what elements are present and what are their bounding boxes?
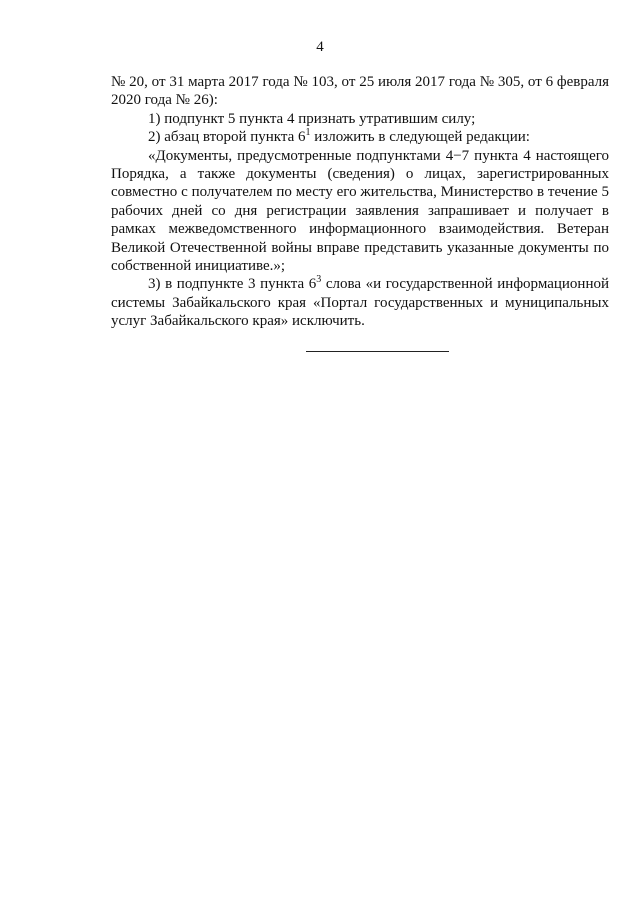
- paragraph-item-3-text-end: слова «и государственной информационной системы Забайкальского края «Портал государственных и муниципальных услуг Забайкальского края» исключить.: [111, 276, 609, 330]
- paragraph-item-2-superscript: 1: [305, 127, 311, 139]
- paragraph-item-3-superscript: 3: [316, 274, 322, 286]
- paragraph-item-3: [111, 275, 609, 330]
- page-number: 4: [316, 39, 324, 55]
- paragraph-item-3-text: 3) в подпункте 3 пункта 6: [148, 276, 317, 293]
- paragraph-continuation: № 20, от 31 марта 2017 года № 103, от 25 июля 2017 года № 305, от 6 февраля 2020 года № 26):: [111, 74, 609, 109]
- document-body: [111, 73, 609, 331]
- paragraph-quoted-text: «Документы, предусмотренные подпунктами 4−7 пункта 4 настоящего Порядка, а также документы (сведения) о лицах, зарегистрированных совместно с получателем по месту его жительства, Министерство в течение 5 рабочих дней со дня регистрации заявления запрашивает и получает в рамках межведомственного информационного взаимодействия. Ветеран Великой Отечественной войны вправе представить указанные документы по собственной инициативе.»;: [111, 147, 609, 275]
- paragraph-item-1: 1) подпункт 5 пункта 4 признать утратившим силу;: [148, 110, 476, 127]
- paragraph-item-2-text-end: изложить в следующей редакции:: [310, 129, 530, 146]
- end-separator-line: [306, 351, 449, 352]
- paragraph-item-2-text: 2) абзац второй пункта 6: [148, 129, 306, 146]
- paragraph-item-2: [111, 128, 609, 146]
